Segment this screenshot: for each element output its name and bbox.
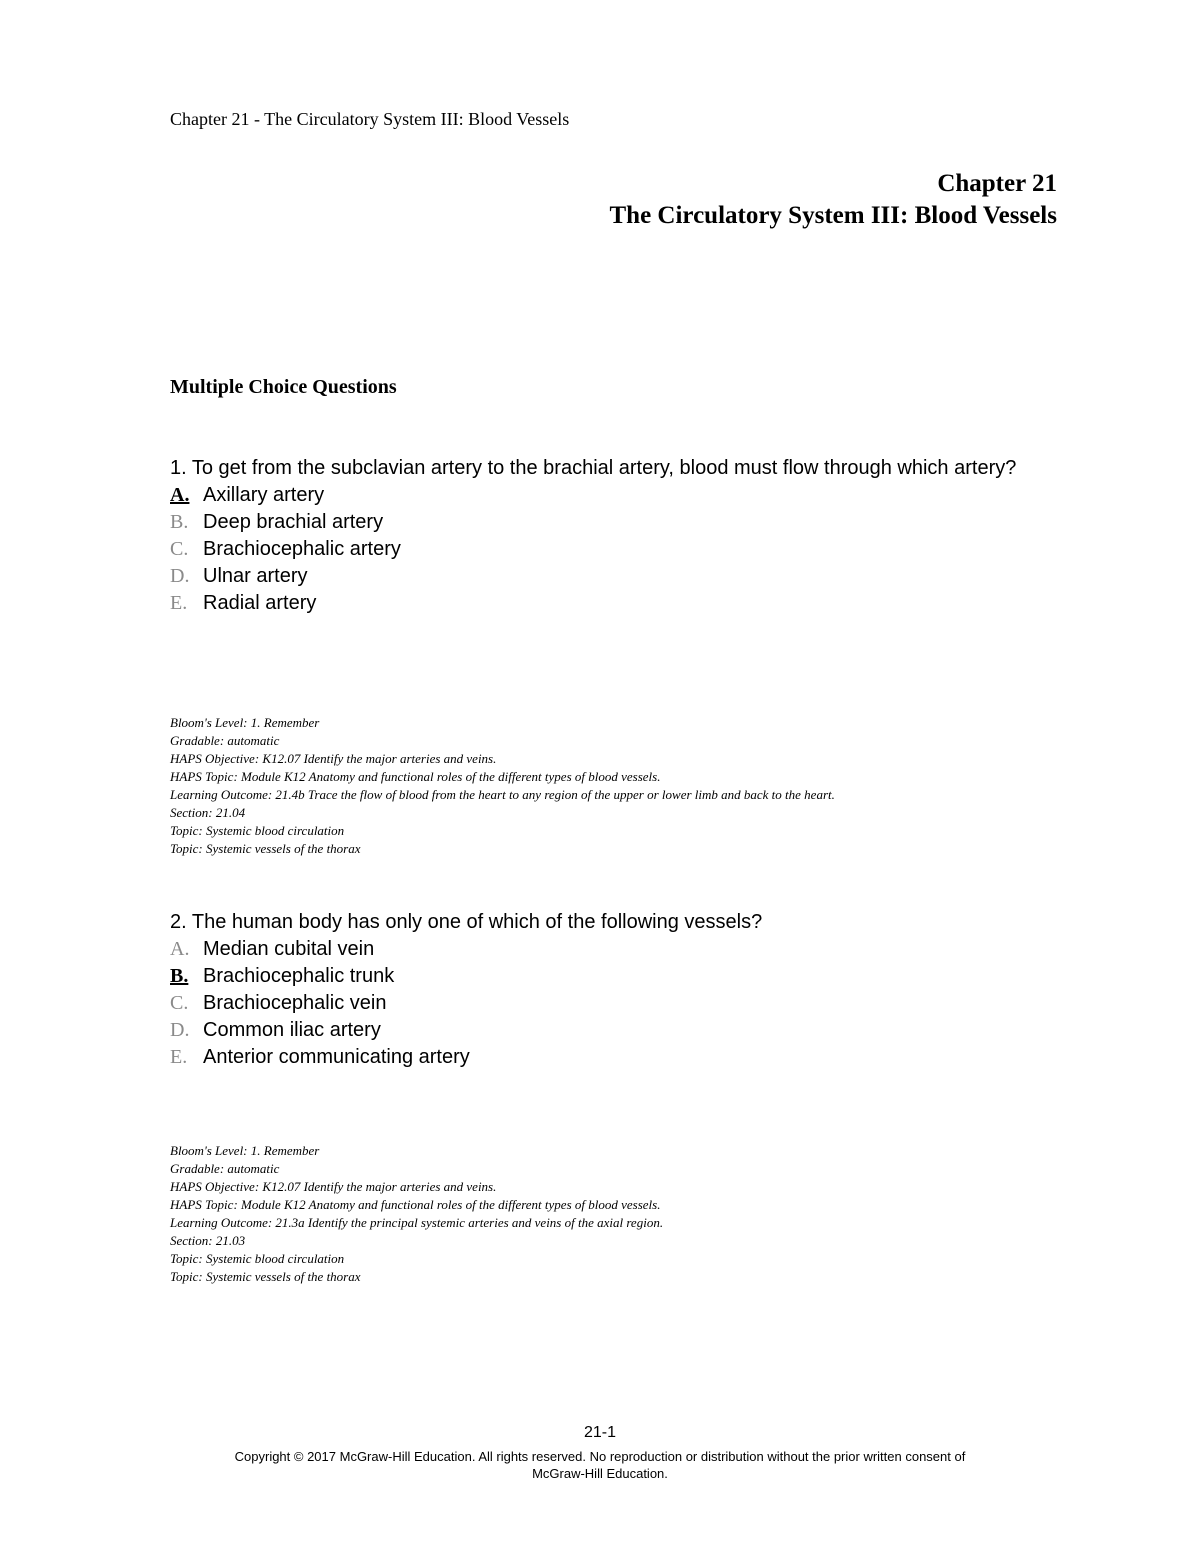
option-letter: A.	[170, 484, 190, 506]
answer-options	[170, 936, 1050, 1071]
option-letter: D.	[170, 565, 190, 587]
option-letter: B.	[170, 511, 189, 533]
option-text: Brachiocephalic vein	[203, 992, 387, 1014]
option-letter: C.	[170, 992, 189, 1014]
chapter-name: The Circulatory System III: Blood Vessels	[609, 202, 1057, 229]
meta-blooms-level: Bloom's Level: 1. Remember	[170, 1143, 320, 1158]
option-text: Common iliac artery	[203, 1019, 381, 1041]
answer-option-b	[170, 963, 1050, 990]
copyright-notice	[0, 1448, 1200, 1482]
meta-gradable: Gradable: automatic	[170, 733, 280, 748]
meta-learning-outcome: Learning Outcome: 21.3a Identify the principal systemic arteries and veins of the axial region.	[170, 1215, 664, 1230]
meta-haps-objective: HAPS Objective: K12.07 Identify the major arteries and veins.	[170, 751, 497, 766]
answer-option-b	[170, 509, 1050, 536]
answer-option-d	[170, 563, 1050, 590]
meta-gradable: Gradable: automatic	[170, 1161, 280, 1176]
question-stem: 2. The human body has only one of which of the following vessels?	[170, 911, 763, 933]
meta-blooms-level: Bloom's Level: 1. Remember	[170, 715, 320, 730]
question-2	[170, 909, 1050, 1071]
page-footer	[0, 1422, 1200, 1482]
option-text: Axillary artery	[203, 484, 325, 506]
meta-topic: Topic: Systemic blood circulation	[170, 823, 345, 838]
option-text: Brachiocephalic artery	[203, 538, 401, 560]
running-header: Chapter 21 - The Circulatory System III: Blood Vessels	[170, 109, 570, 129]
option-text: Radial artery	[203, 592, 317, 614]
section-heading: Multiple Choice Questions	[170, 376, 397, 398]
question-stem: 1. To get from the subclavian artery to the brachial artery, blood must flow through which artery?	[170, 457, 1017, 479]
answer-option-c	[170, 990, 1050, 1017]
meta-topic: Topic: Systemic vessels of the thorax	[170, 841, 361, 856]
answer-option-a	[170, 482, 1050, 509]
option-letter: B.	[170, 965, 189, 987]
meta-haps-topic: HAPS Topic: Module K12 Anatomy and functional roles of the different types of blood vessels.	[170, 1197, 661, 1212]
question-2-metadata	[170, 1142, 1070, 1286]
copyright-line: Copyright © 2017 McGraw-Hill Education. All rights reserved. No reproduction or distribution without the prior written consent of	[234, 1449, 966, 1464]
option-text: Deep brachial artery	[203, 511, 384, 533]
option-text: Ulnar artery	[203, 565, 308, 587]
question-1-metadata	[170, 714, 1070, 858]
question-1	[170, 455, 1050, 617]
answer-option-e	[170, 1044, 1050, 1071]
meta-topic: Topic: Systemic vessels of the thorax	[170, 1269, 361, 1284]
option-text: Median cubital vein	[203, 938, 375, 960]
page-number: 21-1	[583, 1424, 617, 1441]
meta-topic: Topic: Systemic blood circulation	[170, 1251, 345, 1266]
option-letter: E.	[170, 592, 188, 614]
chapter-number: Chapter 21	[937, 170, 1057, 197]
meta-section: Section: 21.03	[170, 1233, 246, 1248]
option-letter: E.	[170, 1046, 188, 1068]
chapter-title	[610, 168, 1058, 232]
answer-option-a	[170, 936, 1050, 963]
meta-haps-topic: HAPS Topic: Module K12 Anatomy and functional roles of the different types of blood vessels.	[170, 769, 661, 784]
option-text: Brachiocephalic trunk	[203, 965, 395, 987]
answer-option-d	[170, 1017, 1050, 1044]
answer-option-e	[170, 590, 1050, 617]
meta-section: Section: 21.04	[170, 805, 246, 820]
answer-options	[170, 482, 1050, 617]
option-letter: D.	[170, 1019, 190, 1041]
option-text: Anterior communicating artery	[203, 1046, 470, 1068]
option-letter: A.	[170, 938, 190, 960]
option-letter: C.	[170, 538, 189, 560]
answer-option-c	[170, 536, 1050, 563]
meta-haps-objective: HAPS Objective: K12.07 Identify the major arteries and veins.	[170, 1179, 497, 1194]
copyright-line: McGraw-Hill Education.	[532, 1466, 668, 1481]
meta-learning-outcome: Learning Outcome: 21.4b Trace the flow of blood from the heart to any region of the upper or lower limb and back to the heart.	[170, 787, 835, 802]
